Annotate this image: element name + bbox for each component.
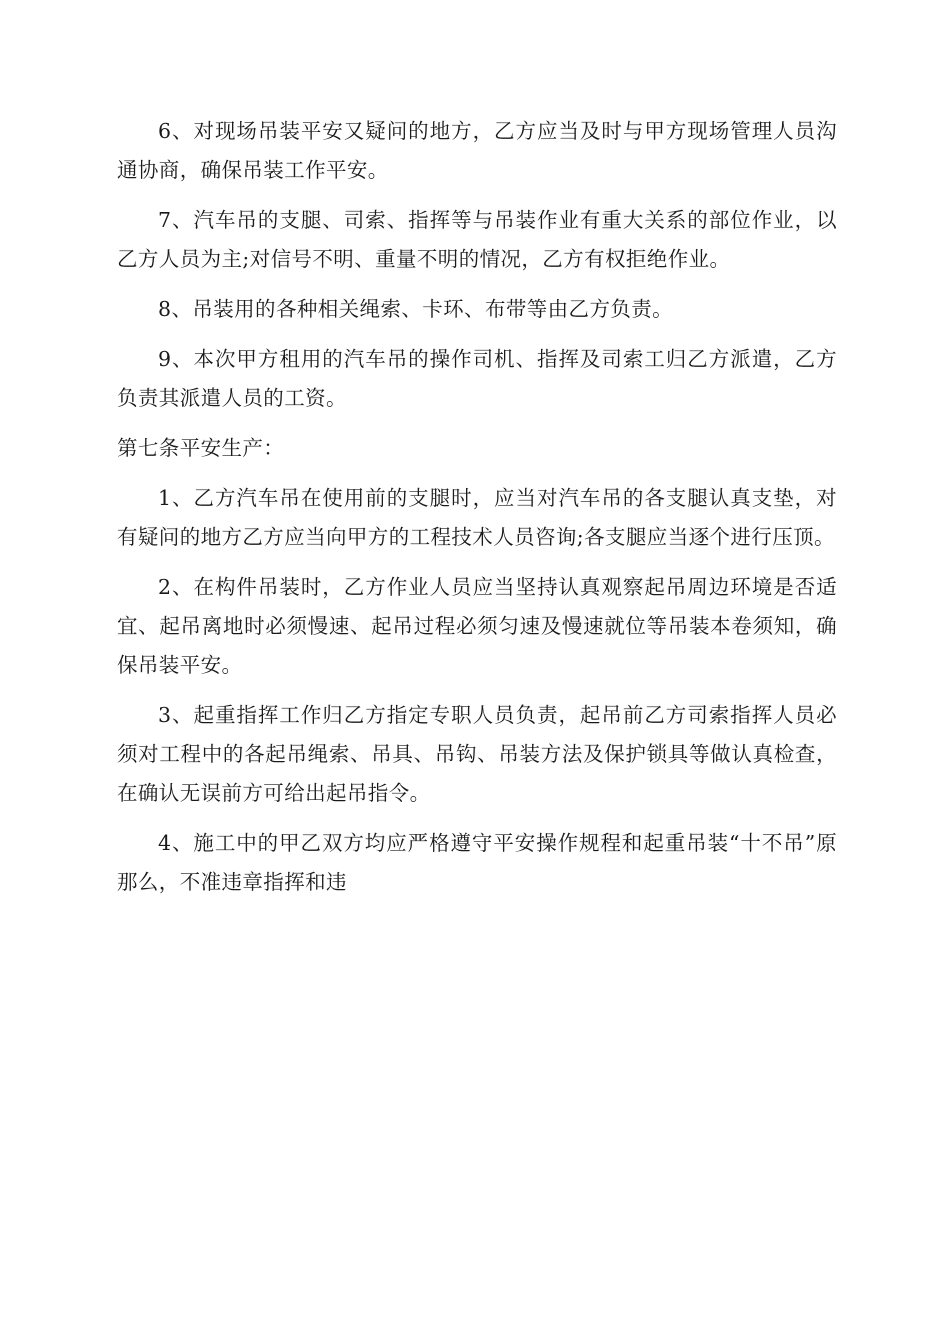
document-body	[117, 112, 837, 913]
paragraph-item-7: 7、汽车吊的支腿、司索、指挥等与吊装作业有重大关系的部位作业，以乙方人员为主;对信号不明、重量不明的情况，乙方有权拒绝作业。	[117, 208, 837, 271]
paragraph-item-1: 1、乙方汽车吊在使用前的支腿时，应当对汽车吊的各支腿认真支垫，对有疑问的地方乙方应当向甲方的工程技术人员咨询;各支腿应当逐个进行压顶。	[117, 486, 837, 549]
paragraph-item-8: 8、吊装用的各种相关绳索、卡环、布带等由乙方负责。	[158, 297, 674, 321]
paragraph-item-4: 4、施工中的甲乙双方均应严格遵守平安操作规程和起重吊装“十不吊”原那么，不准违章指挥和违	[117, 831, 837, 894]
section-heading: 第七条平安生产：	[117, 436, 285, 460]
paragraph-item-2: 2、在构件吊装时，乙方作业人员应当坚持认真观察起吊周边环境是否适宜、起吊离地时必须慢速、起吊过程必须匀速及慢速就位等吊装本卷须知，确保吊装平安。	[117, 575, 837, 677]
paragraph-item-6: 6、对现场吊装平安又疑问的地方，乙方应当及时与甲方现场管理人员沟通协商，确保吊装工作平安。	[117, 119, 837, 182]
paragraph-item-3: 3、起重指挥工作归乙方指定专职人员负责，起吊前乙方司索指挥人员必须对工程中的各起吊绳索、吊具、吊钩、吊装方法及保护锁具等做认真检查，在确认无误前方可给出起吊指令。	[117, 703, 837, 805]
paragraph-item-9: 9、本次甲方租用的汽车吊的操作司机、指挥及司索工归乙方派遣，乙方负责其派遣人员的工资。	[117, 347, 837, 410]
